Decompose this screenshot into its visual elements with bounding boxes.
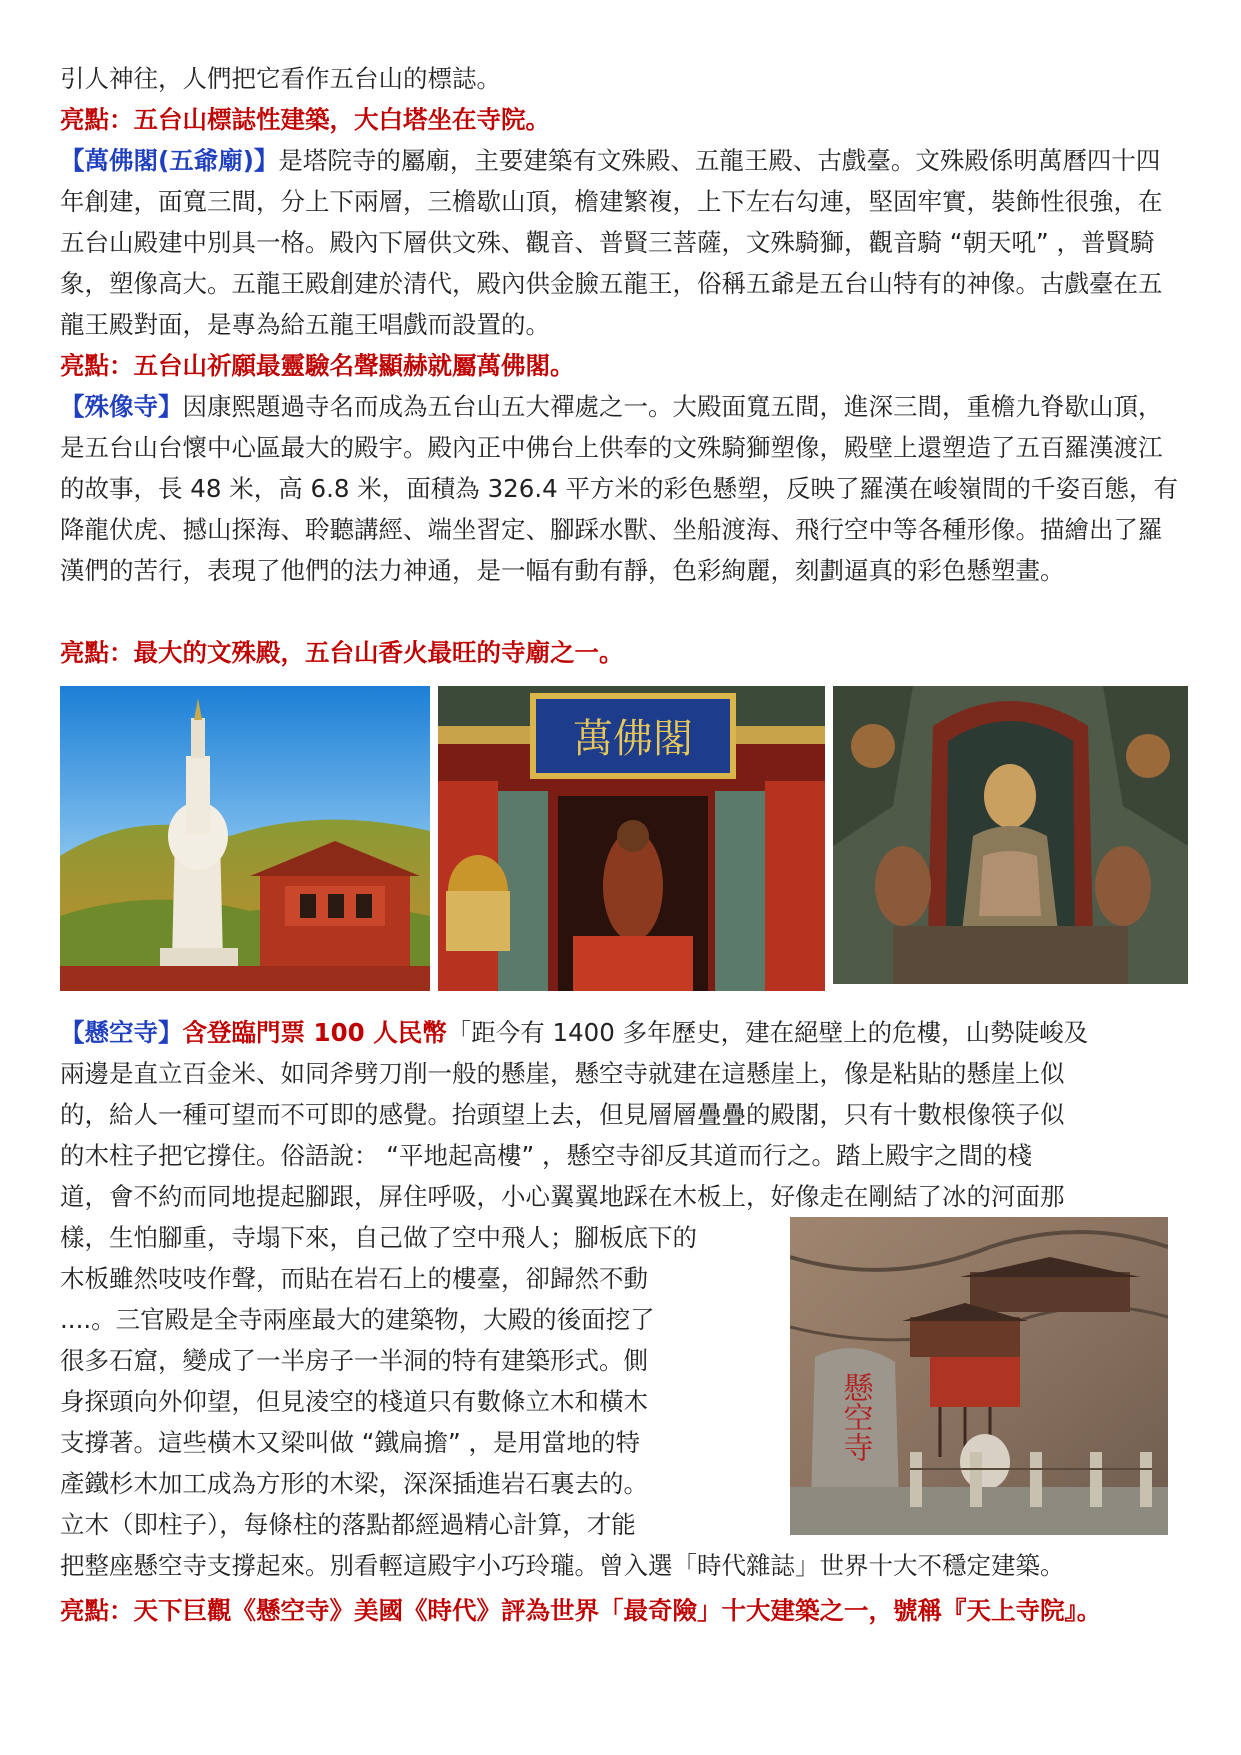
hanging-temple-text-line12: 產鐵杉木加工成為方形的木梁，深深插進岩石裏去的。 bbox=[60, 1469, 648, 1498]
shuxiang-temple-text: 因康熙題過寺名而成為五台山五大禪處之一。大殿面寬五間，進深三間，重檐九脊歇山頂，是五台山台懷中心區最大的殿宇。殿內正中佛台上供奉的文殊騎獅塑像，殿壁上還塑造了五百羅漢渡江的故事，長 48 米，高 6.8 米，面積為 326.4 平方米的彩色懸塑，反映了羅漢在峻嶺間的千姿百態，有降龍伏虎、撼山探海、聆聽講經、端坐習定、腳踩水獸、坐船渡海、飛行空中等各種形像。描繪出了羅漢們的苦行，表現了他們的法力神通，是一幅有動有靜，色彩絢麗，刻劃逼真的彩色懸塑畫。 bbox=[60, 392, 1178, 585]
hanging-temple-text-line5: 道，會不約而同地提起腳跟，屏住呼吸，小心翼翼地踩在木板上，好像走在剛結了冰的河面那 bbox=[60, 1182, 1065, 1211]
highlight-shuxiang-temple: 亮點：最大的文殊殿，五台山香火最旺的寺廟之一。 bbox=[60, 638, 624, 667]
wanfo-pavilion-photo bbox=[438, 686, 825, 991]
highlight-wanfo-pavilion: 亮點：五台山祈願最靈驗名聲顯赫就屬萬佛閣。 bbox=[60, 351, 575, 380]
hanging-temple-title: 【懸空寺】 bbox=[60, 1018, 183, 1047]
hanging-temple-text-line14: 把整座懸空寺支撐起來。別看輕這殿宇小巧玲瓏。曾入選「時代雜誌」世界十大不穩定建築。 bbox=[60, 1551, 1065, 1580]
hanging-temple-photo bbox=[790, 1217, 1168, 1535]
hanging-temple-text-line1: 「距今有 1400 多年歷史，建在絕壁上的危樓，山勢陡峻及 bbox=[446, 1018, 1089, 1047]
highlight-tayuan: 亮點：五台山標誌性建築，大白塔坐在寺院。 bbox=[60, 105, 550, 134]
hanging-temple-text-line3: 的，給人一種可望而不可即的感覺。抬頭望上去，但見層層疊疊的殿閣，只有十數根像筷子似 bbox=[60, 1100, 1065, 1129]
plaque-text: 萬佛閣 bbox=[573, 716, 693, 762]
intro-line: 引人神往，人們把它看作五台山的標誌。 bbox=[60, 64, 501, 93]
hanging-temple-ticket: 含登臨門票 100 人民幣 bbox=[182, 1018, 447, 1047]
hanging-temple-text-line13: 立木（即柱子），每條柱的落點都經過精心計算，才能 bbox=[60, 1510, 636, 1539]
hanging-temple-text-line7: 木板雖然吱吱作聲，而貼在岩石上的樓臺，卻歸然不動 bbox=[60, 1264, 648, 1293]
rock-text: 懸空寺 bbox=[837, 1372, 873, 1462]
paragraph-wanfo-pavilion bbox=[60, 140, 1184, 345]
hanging-temple-text-line4: 的木柱子把它撐住。俗語說： “平地起高樓” ，懸空寺卻反其道而行之。踏上殿宇之間的棧 bbox=[60, 1141, 1032, 1170]
hanging-temple-text-line11: 支撐著。這些橫木又梁叫做 “鐵扁擔” ，是用當地的特 bbox=[60, 1428, 640, 1457]
wanfo-pavilion-text: 是塔院寺的屬廟，主要建築有文殊殿、五龍王殿、古戲臺。文殊殿係明萬曆四十四年創建，面寬三間，分上下兩層，三檐歇山頂，檐建繁複，上下左右勾連，堅固牢實，裝飾性很強，在五台山殿建中別具一格。殿內下層供文殊、觀音、普賢三菩薩，文殊騎獅，觀音騎 “朝天吼” ，普賢騎象，塑像高大。五龍王殿創建於清代，殿內供金臉五龍王，俗稱五爺是五台山特有的神像。古戲臺在五龍王殿對面，是專為給五龍王唱戲而設置的。 bbox=[60, 146, 1163, 339]
shuxiang-temple-title: 【殊像寺】 bbox=[60, 392, 183, 421]
hanging-temple-text-line10: 身探頭向外仰望，但見淩空的棧道只有數條立木和橫木 bbox=[60, 1387, 648, 1416]
highlight-hanging-temple: 亮點：天下巨觀《懸空寺》美國《時代》評為世界「最奇險」十大建築之一，號稱『天上寺院』。 bbox=[60, 1596, 1102, 1625]
hanging-temple-text-line8: ....。三官殿是全寺兩座最大的建築物，大殿的後面挖了 bbox=[60, 1305, 655, 1334]
hanging-temple-text-line2: 兩邊是直立百金米、如同斧劈刀削一般的懸崖，懸空寺就建在這懸崖上，像是粘貼的懸崖上似 bbox=[60, 1059, 1065, 1088]
manjusri-statue-photo bbox=[833, 686, 1188, 984]
paragraph-shuxiang-temple bbox=[60, 386, 1184, 591]
hanging-temple-text-line6: 樣，生怕腳重，寺塌下來，自己做了空中飛人；腳板底下的 bbox=[60, 1223, 697, 1252]
paragraph-hanging-temple-line1 bbox=[60, 1012, 1190, 1053]
white-pagoda-photo bbox=[60, 686, 430, 991]
wanfo-pavilion-title: 【萬佛閣(五爺廟)】 bbox=[60, 146, 279, 175]
hanging-temple-text-line9: 很多石窟，變成了一半房子一半洞的特有建築形式。側 bbox=[60, 1346, 648, 1375]
